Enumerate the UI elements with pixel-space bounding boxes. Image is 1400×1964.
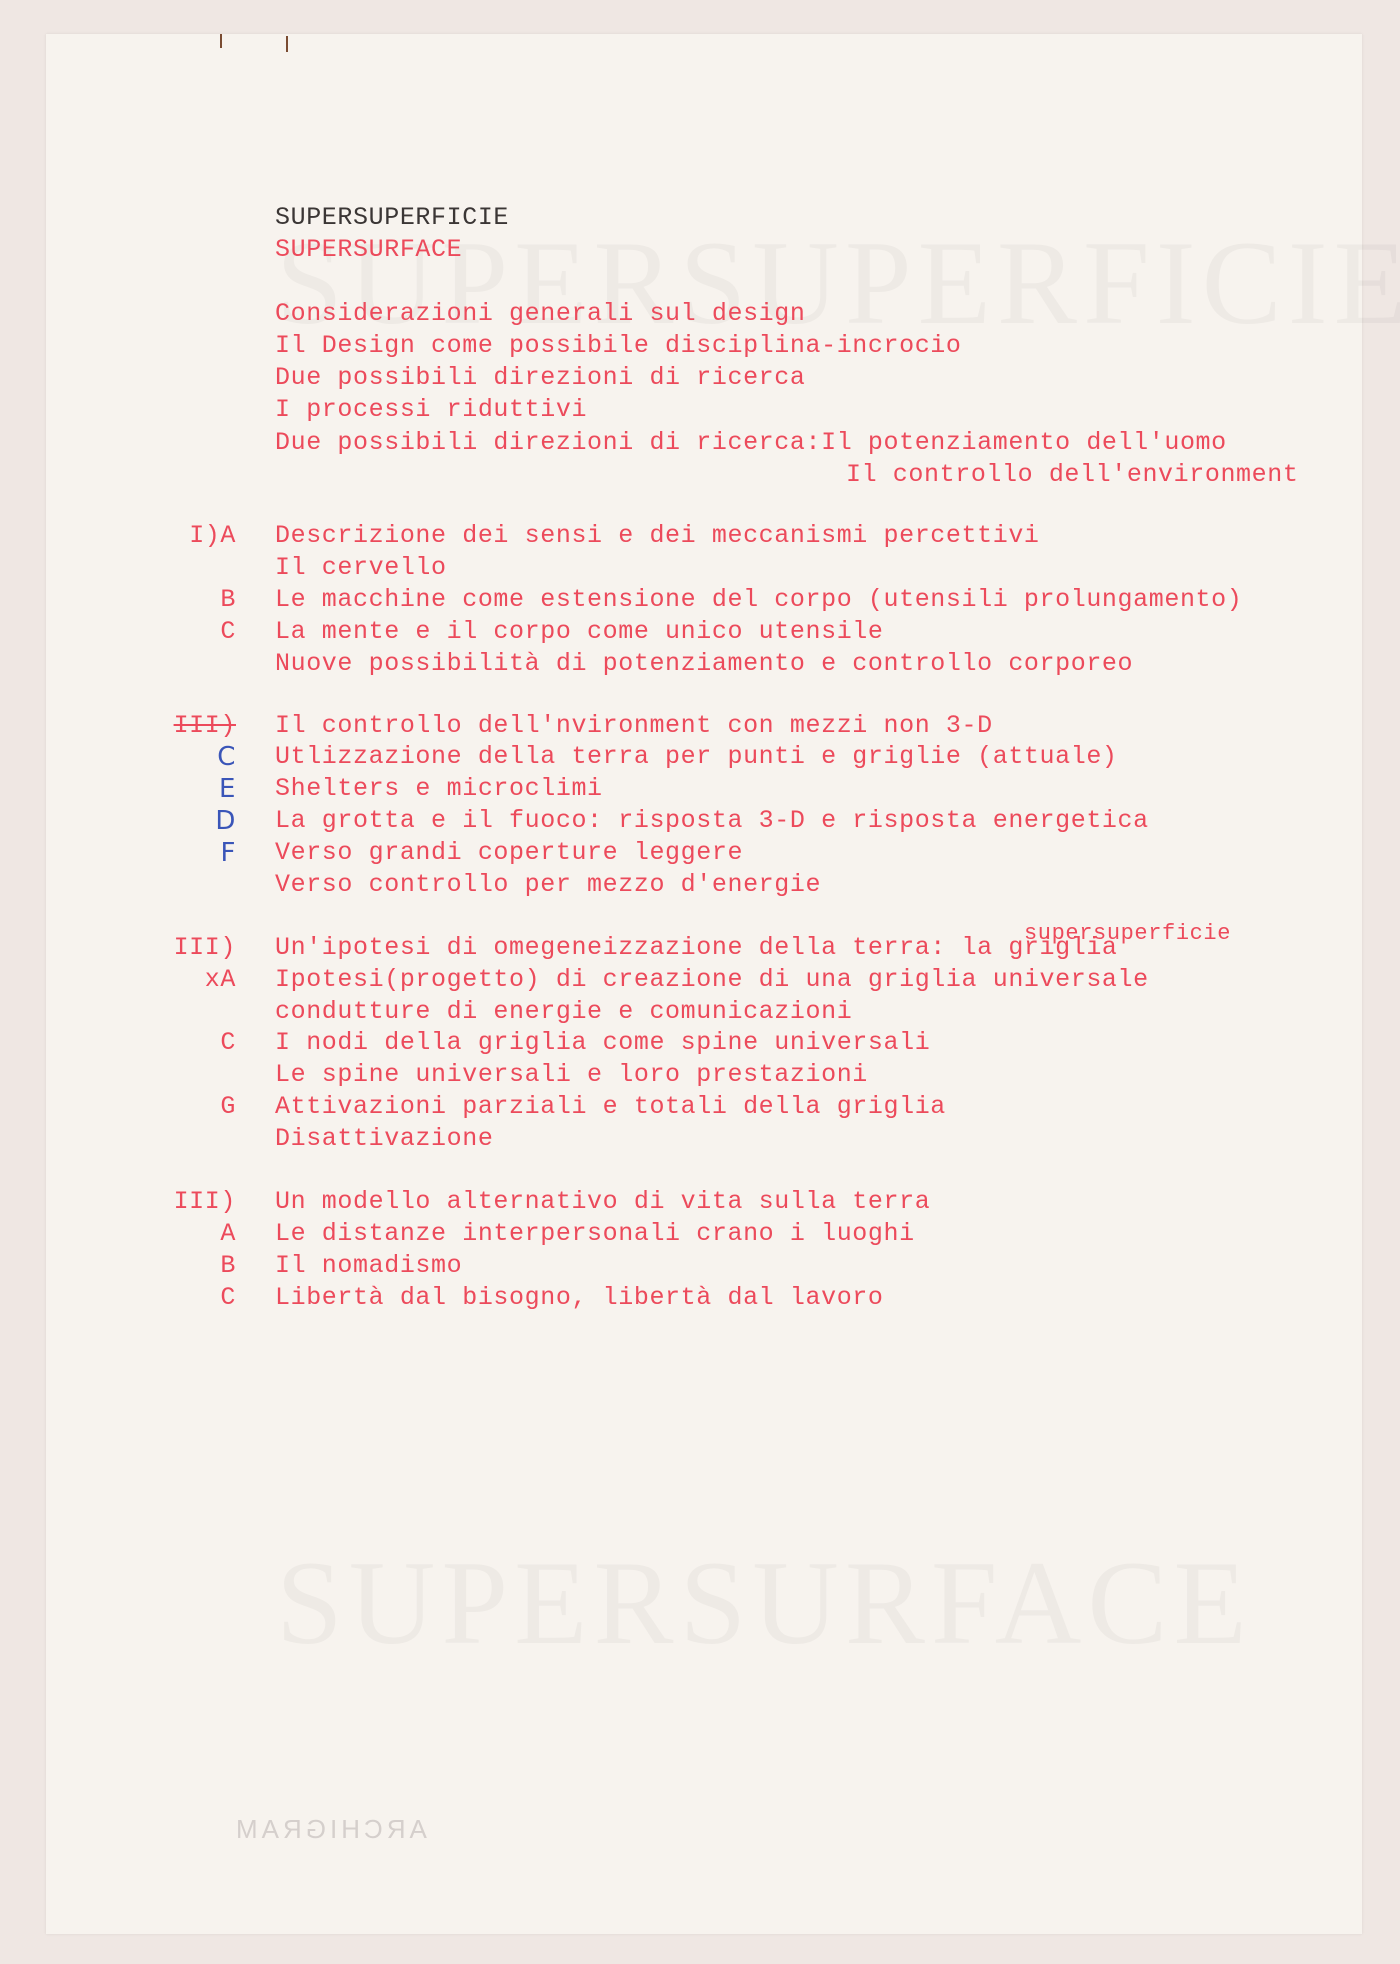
outline-label: A [220, 1219, 236, 1248]
outline-line: Verso grandi coperture leggere [275, 838, 744, 867]
outline-line: condutture di energie e comunicazioni [275, 997, 853, 1026]
outline-line: Nuove possibilità di potenziamento e controllo corporeo [275, 649, 1134, 678]
archive-stamp: ARCHIGRAM [232, 1814, 427, 1844]
document-subtitle: SUPERSURFACE [275, 235, 463, 264]
intro-line: Il Design come possibile disciplina-incrocio [275, 331, 962, 360]
outline-label: C [220, 1283, 236, 1312]
document-page [46, 34, 1362, 1934]
outline-line: Un modello alternativo di vita sulla terra [275, 1187, 931, 1216]
document-title: SUPERSUPERFICIE [275, 203, 510, 232]
outline-label: G [220, 1092, 236, 1121]
intro-line: Considerazioni generali sul design [275, 299, 806, 328]
edge-tick-mark [286, 36, 288, 52]
section-numeral: I)A [189, 521, 236, 550]
outline-line: Descrizione dei sensi e dei meccanismi percettivi [275, 521, 1040, 550]
outline-line: Un'ipotesi di omegeneizzazione della terra: la griglia [275, 933, 1118, 962]
outline-label: B [220, 585, 236, 614]
outline-line: Ipotesi(progetto) di creazione di una griglia universale [275, 965, 1149, 994]
intro-line: Due possibili direzioni di ricerca:Il potenziamento dell'uomo [275, 428, 1227, 457]
handwritten-label: D [215, 806, 236, 836]
edge-tick-mark [220, 34, 222, 48]
outline-line: Libertà dal bisogno, libertà dal lavoro [275, 1283, 884, 1312]
intro-line: Due possibili direzioni di ricerca [275, 363, 806, 392]
outline-line: Disattivazione [275, 1124, 494, 1153]
outline-line: Verso controllo per mezzo d'energie [275, 870, 822, 899]
typed-annotation: supersuperficie [1024, 921, 1232, 946]
outline-line: La mente e il corpo come unico utensile [275, 617, 884, 646]
handwritten-label: F [220, 838, 236, 868]
outline-line: Le spine universali e loro prestazioni [275, 1060, 868, 1089]
outline-line: La grotta e il fuoco: risposta 3-D e risposta energetica [275, 806, 1149, 835]
intro-line: Il controllo dell'environment [846, 460, 1299, 489]
outline-line: Il nomadismo [275, 1251, 463, 1280]
handwritten-label: E [218, 774, 236, 804]
outline-label: C [220, 1028, 236, 1057]
outline-line: Attivazioni parziali e totali della griglia [275, 1092, 946, 1121]
outline-line: Il controllo dell'nvironment con mezzi non 3-D [275, 711, 993, 740]
section-numeral: III) [173, 1187, 236, 1216]
handwritten-label: C [217, 742, 236, 772]
outline-line: Le macchine come estensione del corpo (utensili prolungamento) [275, 585, 1243, 614]
outline-line: Le distanze interpersonali crano i luoghi [275, 1219, 915, 1248]
outline-line: Utlizzazione della terra per punti e griglie (attuale) [275, 742, 1118, 771]
outline-label: C [220, 617, 236, 646]
show-through-text [276, 1534, 1253, 1672]
outline-line: Il cervello [275, 553, 447, 582]
section-numeral: III) [173, 933, 236, 962]
outline-line: I nodi della griglia come spine universali [275, 1028, 931, 1057]
outline-label: xA [204, 965, 236, 994]
intro-line: I processi riduttivi [275, 395, 588, 424]
outline-label: B [220, 1251, 236, 1280]
section-numeral: III) [173, 711, 236, 740]
outline-line: Shelters e microclimi [275, 774, 603, 803]
